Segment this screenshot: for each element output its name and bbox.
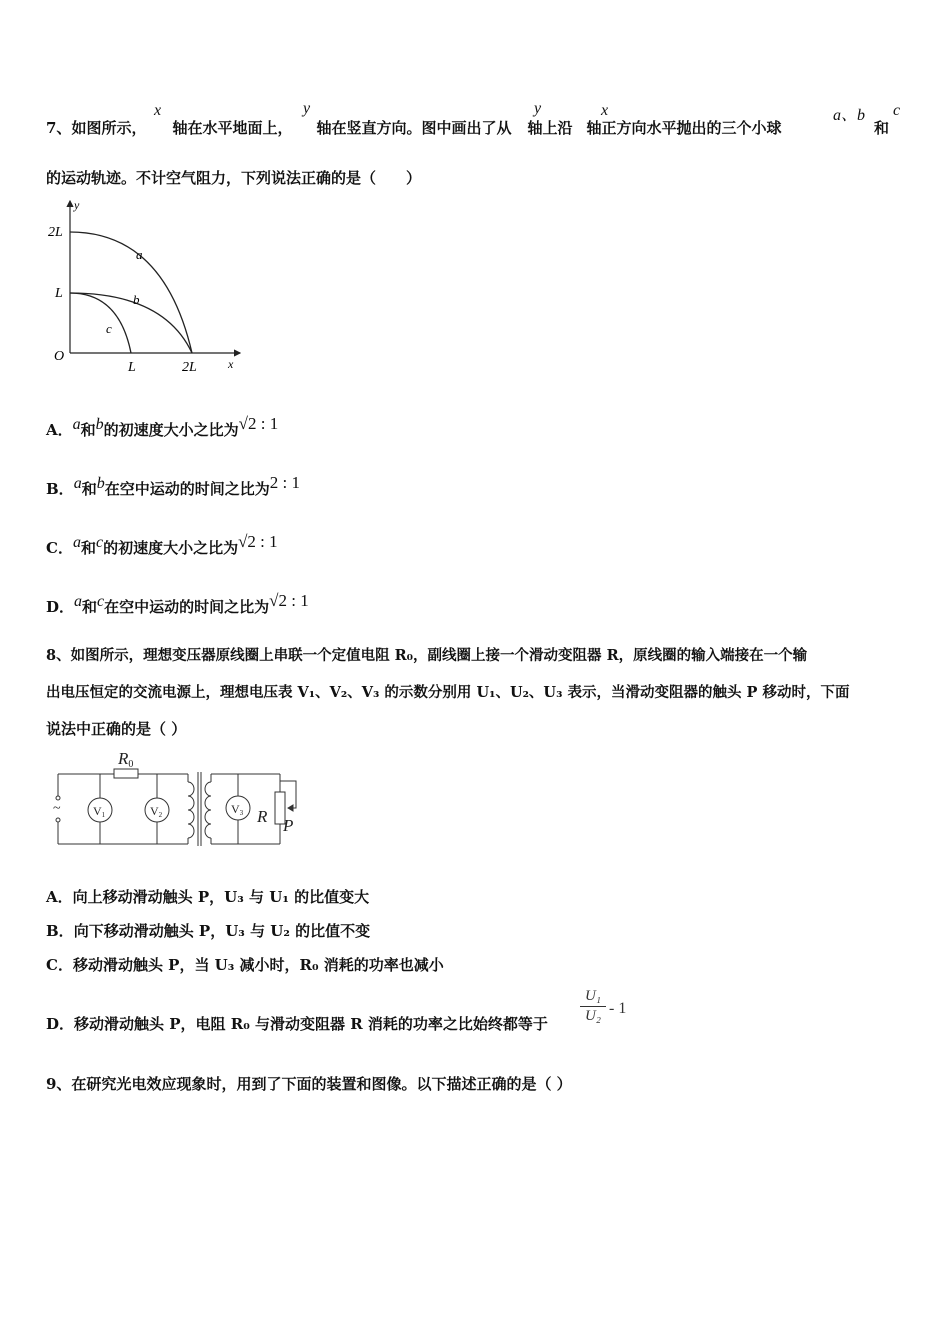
q7-label-a: a — [136, 247, 143, 262]
q7-sym-ab: a、b — [833, 107, 866, 124]
q7-curve-b — [70, 293, 192, 353]
q7-label-L-y: L — [55, 286, 63, 301]
q7-curve-c — [70, 293, 131, 353]
q8-line3: 说法中正确的是（ ） — [46, 720, 187, 738]
q7-option-d[interactable]: D．a和c在空中运动的时间之比为√2 : 1 — [46, 591, 309, 616]
q7-option-c[interactable]: C．a和c的初速度大小之比为√2 : 1 — [46, 532, 278, 557]
q7-text-1: 如图所示， — [71, 119, 147, 137]
q7-line1 — [46, 117, 782, 138]
q7-he: 和 — [874, 119, 890, 137]
q8-resistor-r0 — [114, 769, 138, 778]
q8-option-d[interactable]: D．移动滑动触头 P，电阻 R₀ 与滑动变阻器 R 消耗的功率之比始终都等于 — [46, 1015, 548, 1033]
q8-label-r: R — [257, 807, 268, 826]
q8-label-source: ~ — [53, 801, 61, 816]
q8-option-c[interactable]: C．移动滑动触头 P，当 U₃ 减小时，R₀ 消耗的功率也减小 — [46, 956, 444, 974]
q8-fraction-denominator: U₂ — [584, 1008, 602, 1024]
q8-label-p: P — [283, 816, 294, 835]
q7-label-origin: O — [54, 349, 65, 364]
q8-fraction-tail: - 1 — [609, 1000, 627, 1017]
q8-source-terminal-top — [56, 796, 60, 800]
q7-text-5: 轴正方向水平抛出的三个小球 — [586, 119, 782, 137]
q8-circuit-figure — [48, 748, 308, 858]
q7-label-c: c — [106, 321, 112, 336]
q7-line2: 的运动轨迹。不计空气阻力，下列说法正确的是（ ） — [46, 169, 422, 187]
q7-text-4: 轴上沿 — [527, 119, 573, 137]
q7-sym-c: c — [893, 102, 901, 119]
q8-primary-coil — [188, 782, 194, 838]
q7-option-b[interactable]: B．a和b在空中运动的时间之比为2 : 1 — [46, 473, 300, 498]
q8-label-r0: R0 — [118, 749, 134, 770]
q8-option-b[interactable]: B．向下移动滑动触头 P，U₃ 与 U₂ 的比值不变 — [46, 922, 371, 940]
q7-sym-y2: y — [534, 100, 542, 117]
q8-label-v2: V2 — [150, 804, 163, 819]
q7-label-y: y — [74, 198, 80, 212]
q7-trajectory-figure — [44, 197, 254, 377]
q8-label-v3: V3 — [231, 802, 244, 817]
q7-sym-x2: x — [601, 102, 609, 119]
q7-sym-x1: x — [154, 102, 162, 119]
q7-curve-a — [70, 232, 192, 353]
q8-label-v1: V1 — [93, 804, 106, 819]
q8-option-d-fraction — [580, 988, 606, 1025]
q7-label-L-x: L — [128, 360, 136, 375]
q7-label-b: b — [133, 292, 140, 307]
q7-label-2L-x: 2L — [182, 360, 197, 375]
q8-line2: 出电压恒定的交流电源上，理想电压表 V₁、V₂、V₃ 的示数分别用 U₁、U₂、U₃ 表示，当滑动变阻器的触头 P 移动时，下面 — [46, 684, 850, 701]
q7-label-x: x — [228, 357, 234, 371]
q8-option-a[interactable]: A．向上移动滑动触头 P，U₃ 与 U₁ 的比值变大 — [46, 888, 370, 906]
q8-secondary-coil — [205, 782, 211, 838]
q8-source-terminal-bottom — [56, 818, 60, 822]
q7-option-a[interactable]: A．a和b的初速度大小之比为√2 : 1 — [46, 414, 279, 439]
q8-line1: 8、如图所示，理想变压器原线圈上串联一个定值电阻 R₀，副线圈上接一个滑动变阻器 R，原线圈的输入端接在一个输 — [46, 647, 808, 664]
q7-text-3: 轴在竖直方向。图中画出了从 — [316, 119, 512, 137]
q7-number: 7、 — [46, 119, 72, 137]
q7-sym-y1: y — [303, 100, 311, 117]
q9-text: 9、在研究光电效应现象时，用到了下面的装置和图像。以下描述正确的是（ ） — [46, 1075, 572, 1093]
q7-label-2L-y: 2L — [48, 225, 63, 240]
q7-text-2: 轴在水平地面上， — [172, 119, 293, 137]
q8-fraction-numerator: U₁ — [584, 988, 602, 1004]
